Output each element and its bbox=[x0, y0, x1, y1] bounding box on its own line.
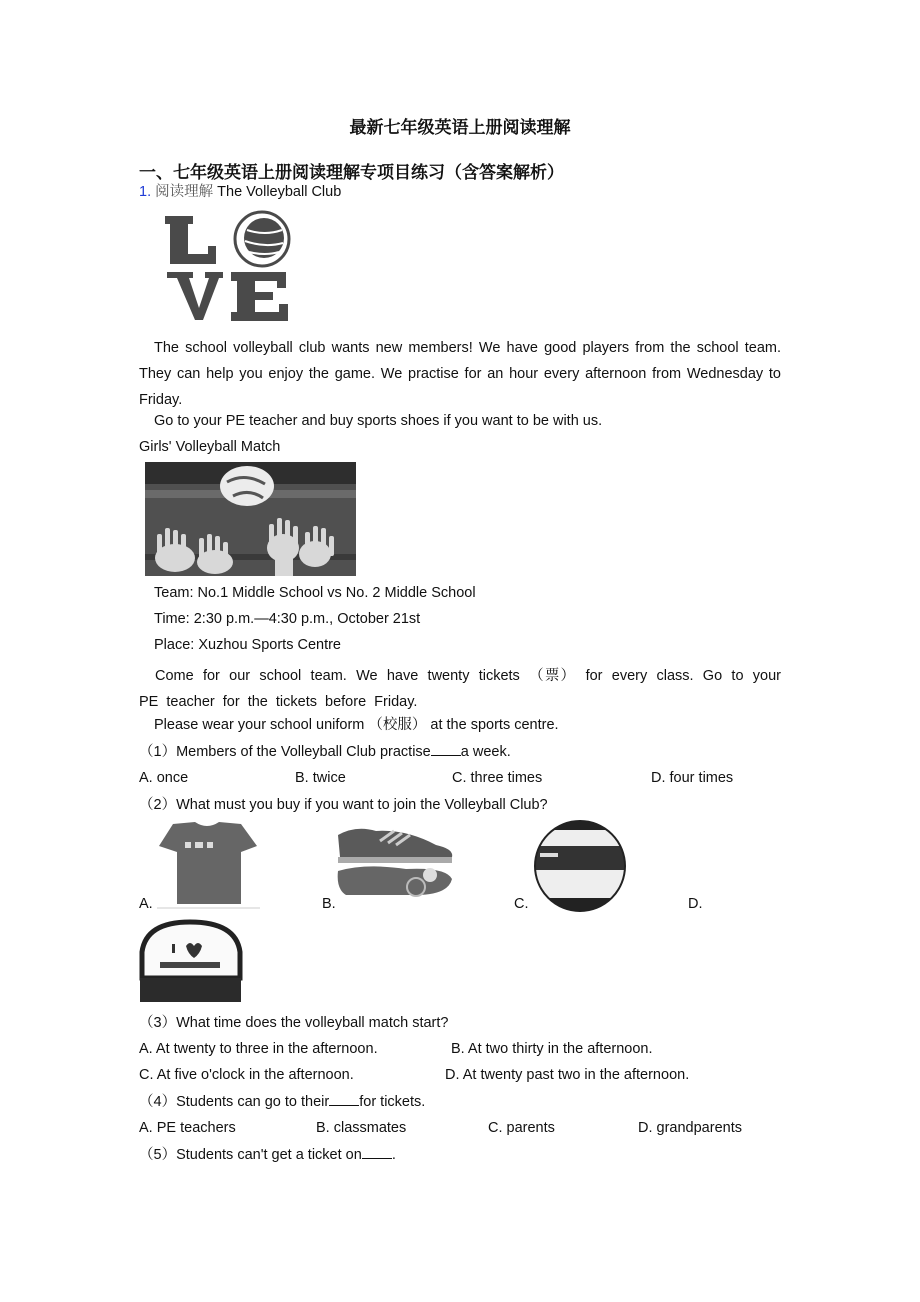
q1-option-b: B. twice bbox=[295, 770, 346, 786]
question-header bbox=[139, 183, 341, 201]
q2-option-a: A. bbox=[139, 896, 153, 912]
answer-blank bbox=[431, 743, 461, 756]
tshirt-image bbox=[155, 820, 260, 910]
shoes-icon bbox=[336, 823, 456, 898]
match-photo bbox=[145, 462, 356, 576]
question-number: 1. bbox=[139, 184, 152, 200]
q3-option-a: A. At twenty to three in the afternoon. bbox=[139, 1041, 378, 1057]
tshirt-icon bbox=[155, 820, 260, 910]
passage-paragraph-4: Please wear your school uniform （校服） at the sports centre. bbox=[154, 717, 559, 733]
q4-option-d: D. grandparents bbox=[638, 1120, 742, 1136]
passage-paragraph-3: Come for our school team. We have twenty tickets （票） for every class. Go to your PE teacher for the tickets before Friday. bbox=[139, 668, 781, 710]
question-3-stem: （3）What time does the volleyball match start? bbox=[139, 1015, 449, 1031]
volleyball-image bbox=[530, 820, 630, 912]
question-1-text: （1）Members of the Volleyball Club practise bbox=[139, 744, 431, 760]
q4-option-b: B. classmates bbox=[316, 1120, 407, 1136]
question-5-stem bbox=[139, 1146, 396, 1164]
match-time: Time: 2:30 p.m.—4:30 p.m., October 21st bbox=[154, 611, 421, 627]
cap-image bbox=[138, 918, 243, 1006]
answer-blank bbox=[362, 1146, 392, 1159]
q1-option-c: C. three times bbox=[452, 770, 543, 786]
passage-paragraph-1: The school volleyball club wants new members! We have good players from the school team. They can help you enjoy the game. We practise for an hour every afternoon from Wednesday to Friday. bbox=[139, 340, 781, 408]
question-intro: 阅读理解 bbox=[155, 184, 214, 200]
question-2-stem: （2）What must you buy if you want to join the Volleyball Club? bbox=[139, 797, 548, 813]
volleyball-icon bbox=[530, 820, 630, 912]
q1-option-d: D. four times bbox=[651, 770, 734, 786]
love-volleyball-logo bbox=[165, 208, 295, 326]
question-5-text-end: . bbox=[391, 1147, 396, 1163]
question-4-stem bbox=[139, 1093, 425, 1111]
cap-icon bbox=[138, 918, 243, 1006]
question-5-text: （5）Students can't get a ticket on bbox=[139, 1147, 362, 1163]
q3-option-b: B. At two thirty in the afternoon. bbox=[451, 1041, 653, 1057]
question-1-text-end: a week. bbox=[460, 744, 511, 760]
document-title: 最新七年级英语上册阅读理解 bbox=[349, 118, 571, 138]
passage-paragraph-2: Go to your PE teacher and buy sports shoes if you want to be with us. bbox=[154, 413, 603, 429]
question-4-text-end: for tickets. bbox=[359, 1094, 426, 1110]
sports-shoes-image bbox=[336, 823, 456, 898]
match-photo-graphic bbox=[145, 462, 356, 576]
match-team: Team: No.1 Middle School vs No. 2 Middle School bbox=[154, 585, 476, 601]
q2-option-d: D. bbox=[688, 896, 703, 912]
q4-option-c: C. parents bbox=[488, 1120, 555, 1136]
q4-option-a: A. PE teachers bbox=[139, 1120, 236, 1136]
q3-option-c: C. At five o'clock in the afternoon. bbox=[139, 1067, 354, 1083]
answer-blank bbox=[329, 1093, 359, 1106]
match-title: Girls' Volleyball Match bbox=[139, 439, 281, 455]
match-place: Place: Xuzhou Sports Centre bbox=[154, 637, 341, 653]
passage-title: The Volleyball Club bbox=[217, 184, 342, 200]
q3-option-d: D. At twenty past two in the afternoon. bbox=[445, 1067, 690, 1083]
love-logo-graphic bbox=[165, 208, 295, 326]
q2-option-c: C. bbox=[514, 896, 529, 912]
question-1-stem bbox=[139, 743, 511, 761]
q2-option-b: B. bbox=[322, 896, 336, 912]
section-heading: 一、七年级英语上册阅读理解专项目练习（含答案解析） bbox=[139, 163, 564, 183]
q1-option-a: A. once bbox=[139, 770, 189, 786]
question-4-text: （4）Students can go to their bbox=[139, 1094, 330, 1110]
